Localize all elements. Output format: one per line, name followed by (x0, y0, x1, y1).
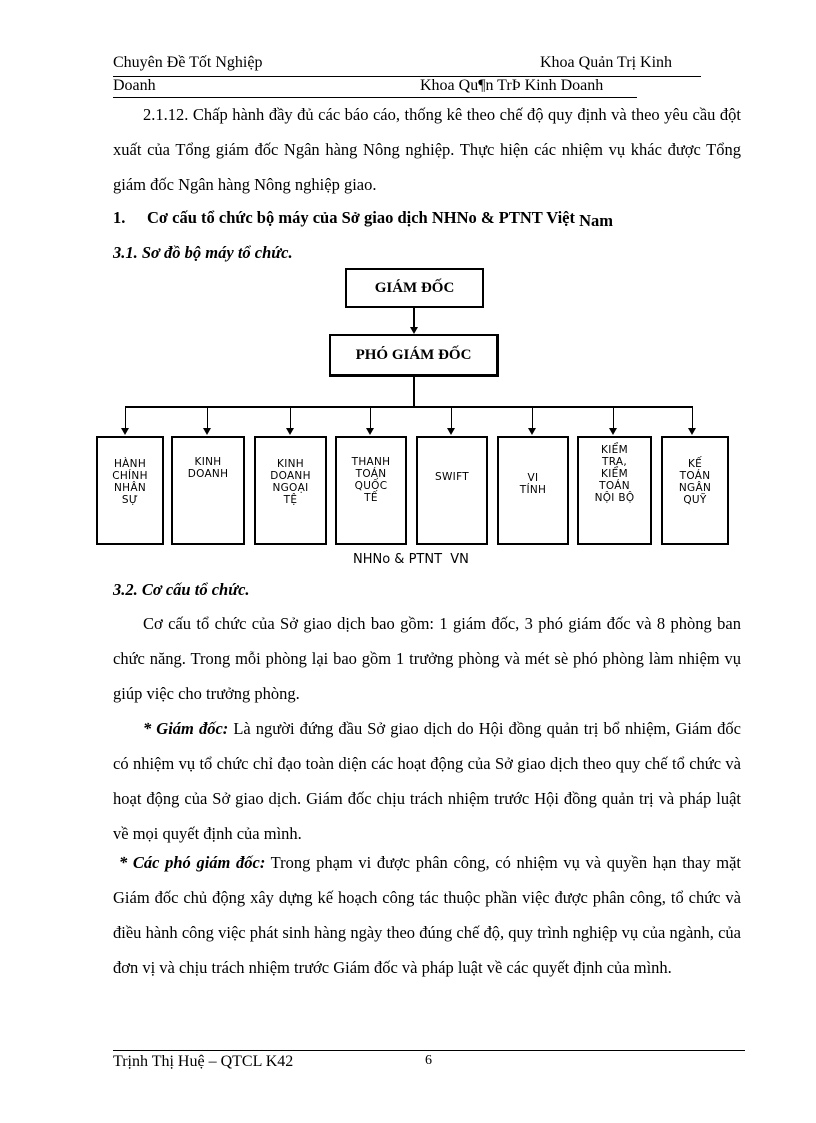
dept-7-line-5: NỘI BỘ (594, 492, 635, 504)
dept-1-line-4: SỰ (121, 494, 139, 506)
dept-7-line-2: TRA, (601, 456, 627, 468)
section-title: Cơ cấu tổ chức bộ máy của Sở giao dịch NHNo & PTNT Việt (147, 208, 576, 227)
drop-arrow-4 (366, 428, 374, 435)
connector-deputy-bus (413, 377, 415, 407)
drop-4 (370, 407, 371, 429)
footer-page-number: 6 (425, 1053, 432, 1068)
dept-kinh-doanh-ngoai-te (254, 436, 327, 545)
drop-5 (451, 407, 452, 429)
dept-1-line-1: HÀNH (113, 458, 147, 470)
section-heading (113, 208, 613, 228)
dept-2-line-1: KINH (194, 456, 222, 468)
dept-3-line-2: DOANH (270, 470, 311, 482)
drop-2 (207, 407, 208, 429)
dept-8-line-3: NGÂN (678, 482, 712, 494)
dept-3-line-1: KINH (277, 458, 304, 470)
director-box: GIÁM ĐỐC (345, 268, 484, 308)
section-title-tail: Nam (579, 211, 614, 230)
dept-swift (416, 436, 488, 545)
dept-kiem-tra-kiem-toan (577, 436, 652, 545)
footer-author: Trịnh Thị Huệ – QTCL K42 (113, 1053, 294, 1070)
dept-8-line-4: QUỸ (683, 494, 707, 506)
drop-arrow-8 (688, 428, 696, 435)
dept-4-line-3: QUỐC (354, 480, 388, 492)
director-text: Là người đứng đầu Sở giao dịch do Hội đồng quản trị bổ nhiệm, Giám đốc có nhiệm vụ tổ chức chỉ đạo toàn diện các hoạt động của Sở giao dịch theo quy chế tổ chức và hoạt động của Sở giao dịch. Giám đốc chịu trách nhiệm trước Hội đồng quản trị và pháp luật về mọi quyết định của mình. (113, 719, 741, 843)
dept-hanh-chinh-nhan-su (96, 436, 164, 545)
dept-4-line-1: THANH (351, 456, 391, 468)
dept-8-line-1: KẾ (687, 458, 703, 470)
dept-6-line-2: TÍNH (519, 484, 547, 496)
drop-arrow-5 (447, 428, 455, 435)
dept-vi-tinh (497, 436, 569, 545)
drop-arrow-2 (203, 428, 211, 435)
dept-6-line-1: VI (527, 472, 539, 484)
dept-4-line-4: TẾ (364, 492, 378, 504)
subsection-structure: 3.2. Cơ cấu tổ chức. (113, 580, 250, 599)
header-underline-1 (113, 76, 701, 77)
deputy-box: PHÓ GIÁM ĐỐC (329, 334, 499, 377)
dept-thanh-toan-quoc-te (335, 436, 407, 545)
drop-arrow-3 (286, 428, 294, 435)
section-number: 1. (113, 208, 126, 227)
footer-rule (113, 1050, 745, 1051)
intro-paragraph: 2.1.12. Chấp hành đầy đủ các báo cáo, thống kê theo chế độ quy định và theo yêu cầu đột xuất của Tổng giám đốc Ngân hàng Nông nghiệp. Thực hiện các nhiệm vụ khác được Tổng giám đốc Ngân hàng Nông nghiệp giao. (113, 105, 741, 194)
structure-paragraph: Cơ cấu tổ chức của Sở giao dịch bao gồm: 1 giám đốc, 3 phó giám đốc và 8 phòng ban chức năng. Trong mỗi phòng lại bao gồm 1 trưởng phòng và mét sè phó phòng làm nhiệm vụ giúp việc cho trưởng phòng. (113, 614, 741, 703)
dept-1-line-2: CHÍNH (112, 470, 148, 482)
drop-arrow-7 (609, 428, 617, 435)
director-label: * Giám đốc: (143, 719, 229, 738)
dept-4-line-2: TOÁN (355, 468, 387, 480)
header-right: Khoa Quản Trị Kinh (540, 54, 673, 71)
director-paragraph (113, 711, 741, 851)
header-line2-left: Doanh (113, 77, 156, 94)
dept-5-line-1: SWIFT (435, 471, 469, 483)
dept-7-line-3: KIỂM (601, 468, 628, 480)
dept-7-line-1: KIỂM (601, 444, 628, 456)
org-chart-caption: NHNo & PTNT VN (353, 552, 469, 567)
deputy-paragraph (113, 845, 741, 985)
deputy-text: Trong phạm vi được phân công, có nhiệm vụ và quyền hạn thay mặt Giám đốc chủ động xây dựng kế hoạch công tác thuộc phần việc được phân công, tổ chức và điều hành công việc phát sinh hàng ngày theo đúng chế độ, quy trình nghiệp vụ của ngành, của đơn vị và chịu trách nhiệm trước Giám đốc và pháp luật về các quyết định của mình. (113, 853, 741, 977)
dept-1-line-3: NHÂN (114, 482, 146, 494)
dept-7-line-4: TOÁN (599, 480, 630, 492)
connector-bus (125, 406, 693, 408)
dept-8-line-2: TOÁN (679, 470, 711, 482)
deputy-label: * Các phó giám đốc: (119, 853, 266, 872)
drop-arrow-6 (528, 428, 536, 435)
header-line2-right: Khoa Qu¶n TrÞ Kinh Doanh (420, 77, 604, 94)
dept-kinh-doanh (171, 436, 245, 545)
drop-6 (532, 407, 533, 429)
drop-7 (613, 407, 614, 429)
dept-3-line-4: TỆ (283, 494, 298, 506)
dept-2-line-2: DOANH (187, 468, 229, 480)
header-left: Chuyên Đề Tốt Nghiệp (113, 54, 263, 71)
drop-1 (125, 407, 126, 429)
drop-3 (290, 407, 291, 429)
drop-arrow-1 (121, 428, 129, 435)
dept-ke-toan-ngan-quy (661, 436, 729, 545)
subsection-org-chart: 3.1. Sơ đồ bộ máy tổ chức. (113, 243, 293, 262)
drop-8 (692, 407, 693, 429)
arrow-to-deputy (410, 327, 418, 334)
dept-3-line-3: NGOẠI (272, 482, 309, 494)
